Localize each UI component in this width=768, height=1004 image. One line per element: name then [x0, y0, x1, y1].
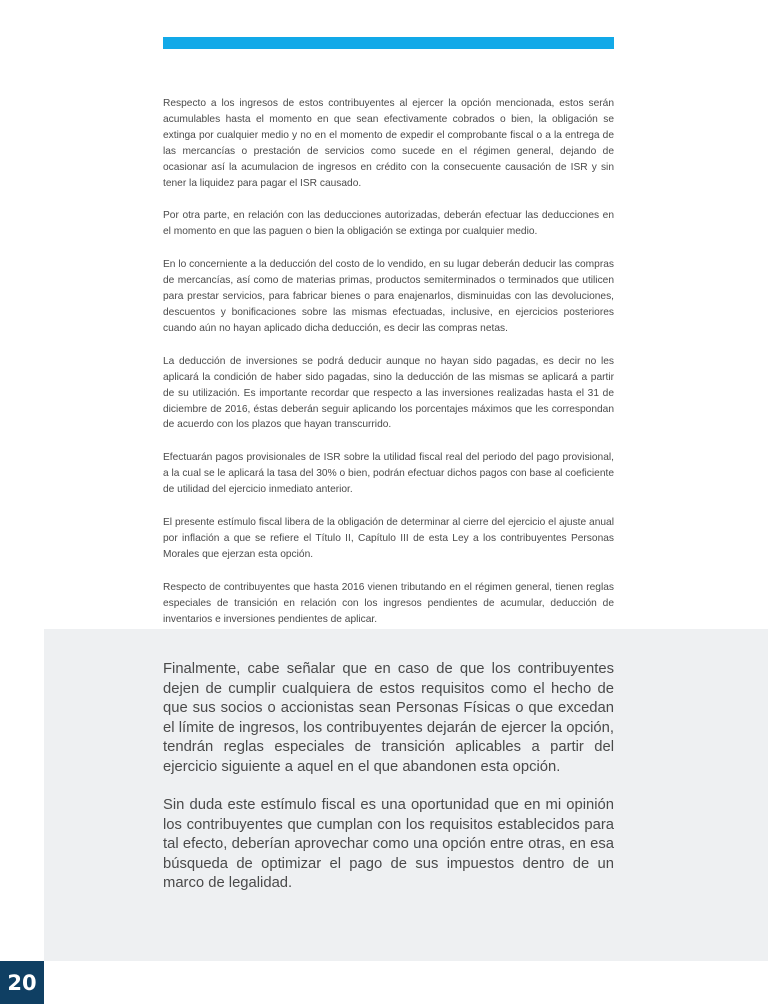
body-paragraph-6: El presente estímulo fiscal libera de la obligación de determinar al cierre del ejercicio el ajuste anual por inflación a que se refiere el Título II, Capítulo III de esta Ley a los contribuyentes Personas Morales que ejerzan esta opción. [163, 517, 614, 560]
header-accent-bar [163, 37, 614, 49]
body-paragraph-3: En lo concerniente a la deducción del costo de lo vendido, en su lugar deberán deducir las compras de mercancías, así como de materias primas, productos semiterminados o terminados que utilicen para prestar servicios, para fabricar bienes o para enajenarlos, disminuidas con las devoluciones, descuentos y bonificaciones sobre las mismas efectuadas, inclusive, en ejercicios posteriores cuando aún no hayan aplicado dicha deducción, es decir las compras netas. [163, 259, 614, 334]
body-paragraph-5: Efectuarán pagos provisionales de ISR sobre la utilidad fiscal real del periodo del pago provisional, a la cual se le aplicará la tasa del 30% o bien, podrán efectuar dichos pagos con base al coeficiente de utilidad del ejercicio inmediato anterior. [163, 452, 614, 496]
callout-text [163, 660, 614, 913]
page-number-tab [0, 961, 44, 1004]
callout-paragraph-1: Finalmente, cabe señalar que en caso de que los contribuyentes dejen de cumplir cualquiera de estos requisitos como el hecho de que sus socios o accionistas sean Personas Físicas o que excedan el límite de ingresos, los contribuyentes dejarán de ejercer la opción, tendrán reglas especiales de transición aplicables a partir del ejercicio siguiente a aquel en el que abandonen esta opción. [163, 661, 614, 775]
page-number: 20 [7, 970, 37, 995]
body-paragraph-4: La deducción de inversiones se podrá deducir aunque no hayan sido pagadas, es decir no les aplicará la condición de haber sido pagadas, sino la deducción de las mismas se aplicará a partir de su utilización. Es importante recordar que respecto a las inversiones realizadas hasta el 31 de diciembre de 2016, éstas deberán seguir aplicando los porcentajes máximos que les correspondan de acuerdo con los plazos que hayan transcurrido. [163, 355, 614, 431]
callout-paragraph-2: Sin duda este estímulo fiscal es una oportunidad que en mi opinión los contribuyentes que cumplan con los requisitos establecidos para tal efecto, deberían aprovechar como una opción entre otras, en esa búsqueda de optimizar el pago de sus impuestos dentro de un marco de legalidad. [163, 797, 614, 891]
body-text [163, 96, 614, 644]
body-paragraph-2: Por otra parte, en relación con las deducciones autorizadas, deberán efectuar las deducciones en el momento en que las paguen o bien la obligación se extinga por cualquier medio. [163, 210, 614, 238]
body-paragraph-1: Respecto a los ingresos de estos contribuyentes al ejercer la opción mencionada, estos serán acumulables hasta el momento en que sean efectivamente cobrados o bien, la obligación se extinga por cualquier medio y no en el momento de expedir el comprobante fiscal o a la entrega de las mercancías o prestación de servicios como sucede en el régimen general, dejando de ocasionar así la acumulacion de ingresos en crédito con la consecuente causación de ISR y sin tener la liquidez para pagar el ISR causado. [163, 98, 614, 189]
body-paragraph-7: Respecto de contribuyentes que hasta 2016 vienen tributando en el régimen general, tienen reglas especiales de transición en relación con los ingresos pendientes de acumular, deducción de inventarios e inversiones pendientes de aplicar. [163, 581, 614, 625]
